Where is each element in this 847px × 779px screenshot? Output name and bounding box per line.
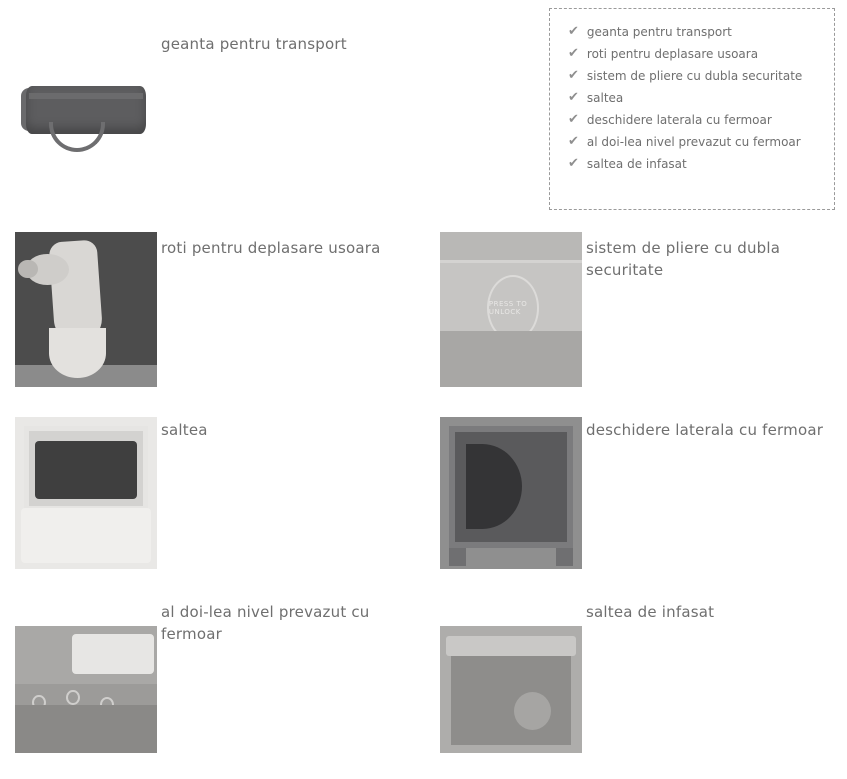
list-item-label: roti pentru deplasare usoara — [586, 47, 759, 61]
folding-system-photo — [440, 232, 582, 387]
item-caption-second-level: al doi-lea nivel prevazut cu fermoar — [161, 603, 370, 643]
list-item-label: al doi-lea nivel prevazut cu fermoar — [586, 135, 801, 149]
list-item — [568, 91, 834, 105]
list-item — [568, 25, 834, 39]
check-icon: ✔ — [568, 112, 579, 127]
list-item — [568, 69, 834, 83]
check-icon: ✔ — [568, 134, 579, 149]
check-icon: ✔ — [568, 68, 579, 83]
wheels-photo — [15, 232, 157, 387]
changing-mat-photo — [440, 626, 582, 753]
item-caption-changing-mat: saltea de infasat — [586, 603, 715, 621]
transport-bag-photo — [15, 45, 157, 165]
item-caption-transport-bag: geanta pentru transport — [161, 35, 347, 53]
item-caption-folding-system: sistem de pliere cu dubla securitate — [586, 239, 781, 279]
mattress-photo — [15, 417, 157, 569]
check-icon: ✔ — [568, 90, 579, 105]
list-item — [568, 113, 834, 127]
item-caption-wheels: roti pentru deplasare usoara — [161, 239, 381, 257]
list-item-label: deschidere laterala cu fermoar — [586, 113, 772, 127]
list-item — [568, 47, 834, 61]
press-to-unlock-badge: PRESS TO UNLOCK — [487, 275, 539, 341]
side-zip-opening-photo — [440, 417, 582, 569]
item-caption-mattress: saltea — [161, 421, 208, 439]
check-icon: ✔ — [568, 156, 579, 171]
item-caption-side-zip: deschidere laterala cu fermoar — [586, 421, 824, 439]
list-item-label: geanta pentru transport — [586, 25, 732, 39]
feature-checklist-box — [549, 8, 835, 210]
list-item-label: sistem de pliere cu dubla securitate — [586, 69, 803, 83]
check-icon: ✔ — [568, 24, 579, 39]
list-item-label: saltea — [586, 91, 624, 105]
list-item — [568, 135, 834, 149]
check-icon: ✔ — [568, 46, 579, 61]
second-level-photo — [15, 626, 157, 753]
list-item-label: saltea de infasat — [586, 157, 687, 171]
list-item — [568, 157, 834, 171]
